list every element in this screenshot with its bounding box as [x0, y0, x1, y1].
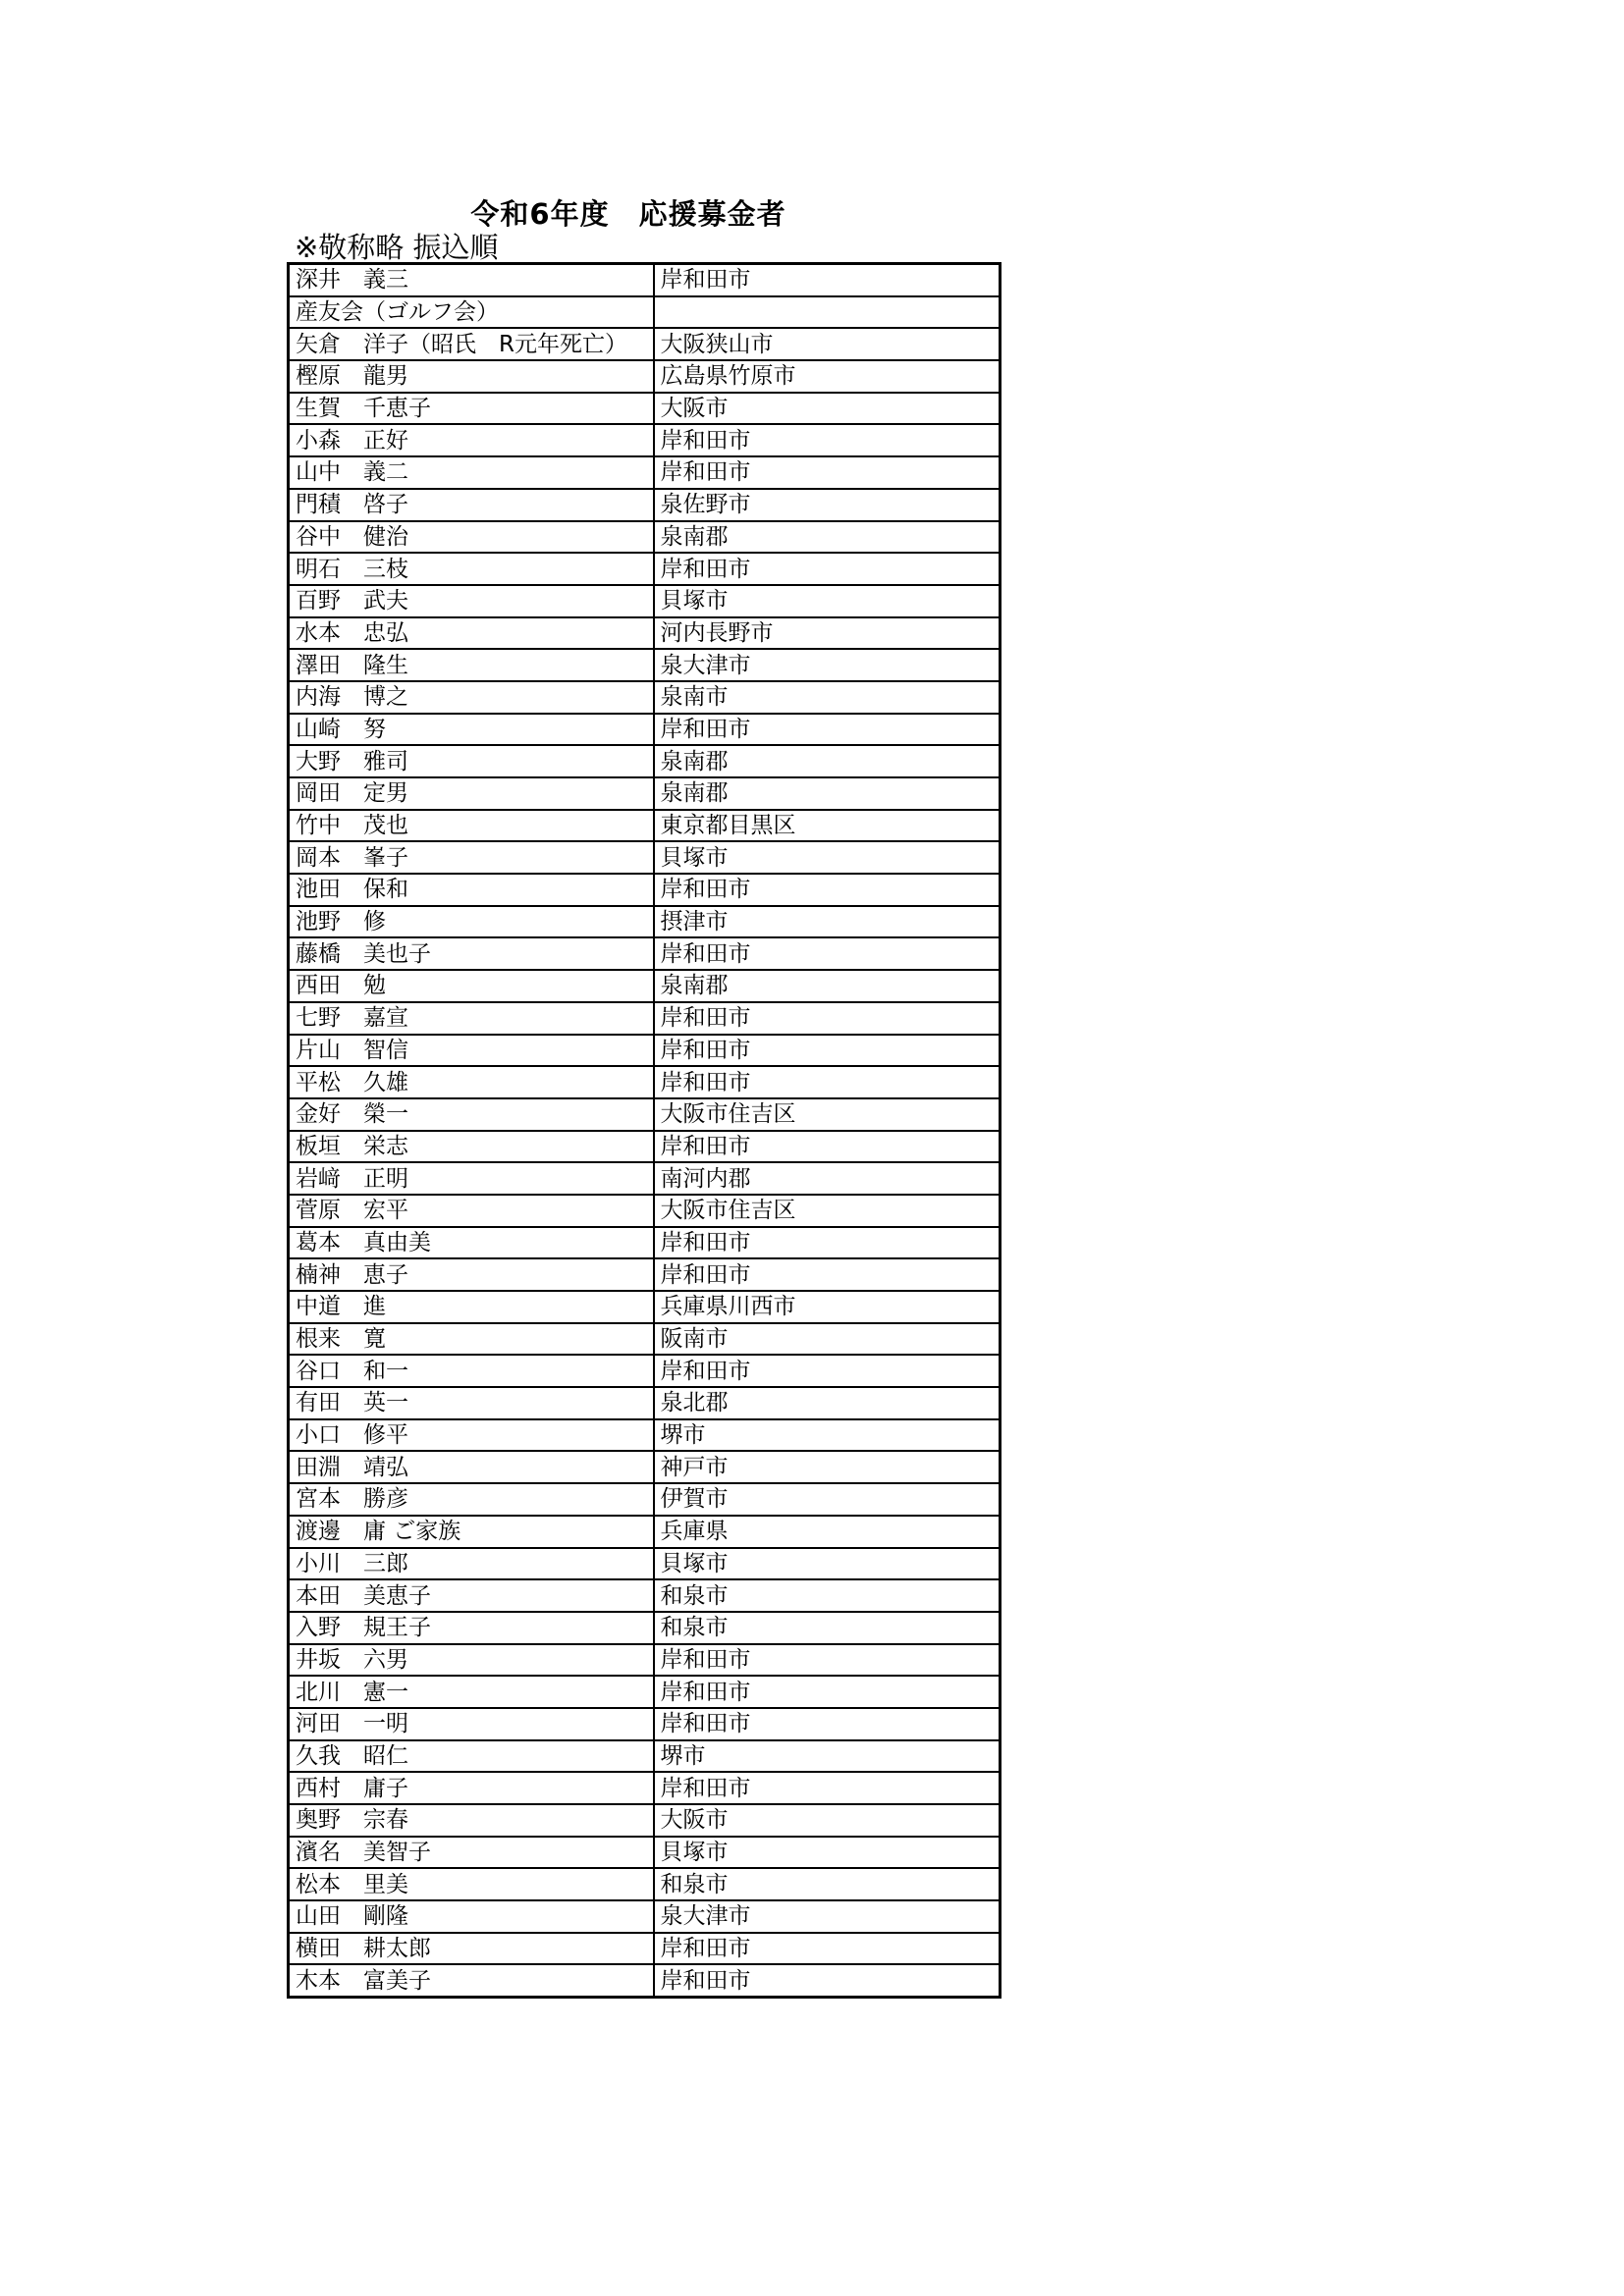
donor-name: 藤橋 美也子 — [289, 937, 654, 970]
table-row — [289, 937, 1001, 970]
donor-name: 岩﨑 正明 — [289, 1162, 654, 1195]
donor-city: 泉南郡 — [654, 777, 1001, 810]
donor-city: 岸和田市 — [654, 1002, 1001, 1035]
donor-city: 和泉市 — [654, 1868, 1001, 1900]
table-row — [289, 1258, 1001, 1291]
table-row — [289, 649, 1001, 681]
donor-city: 岸和田市 — [654, 424, 1001, 456]
table-row — [289, 841, 1001, 874]
donor-city: 大阪狭山市 — [654, 328, 1001, 360]
donor-city: 岸和田市 — [654, 1258, 1001, 1291]
donor-city: 和泉市 — [654, 1579, 1001, 1612]
donor-name: 山田 剛隆 — [289, 1900, 654, 1933]
table-row — [289, 874, 1001, 906]
table-row — [289, 489, 1001, 521]
table-row — [289, 264, 1001, 296]
donor-name: 河田 一明 — [289, 1708, 654, 1740]
table-row — [289, 1612, 1001, 1644]
donor-city: 岸和田市 — [654, 1066, 1001, 1098]
donor-name: 深井 義三 — [289, 264, 654, 296]
donor-name: 板垣 栄志 — [289, 1131, 654, 1163]
table-row — [289, 970, 1001, 1002]
table-row — [289, 1676, 1001, 1708]
donor-city: 大阪市 — [654, 1804, 1001, 1837]
table-row — [289, 1964, 1001, 1997]
donor-city: 岸和田市 — [654, 1772, 1001, 1804]
donor-city: 貝塚市 — [654, 585, 1001, 617]
donor-name: 片山 智信 — [289, 1035, 654, 1067]
table-row — [289, 1419, 1001, 1452]
donor-city: 泉北郡 — [654, 1387, 1001, 1419]
donor-city: 岸和田市 — [654, 874, 1001, 906]
donor-city: 泉大津市 — [654, 649, 1001, 681]
donor-city: 岸和田市 — [654, 553, 1001, 585]
table-row — [289, 617, 1001, 650]
table-row — [289, 553, 1001, 585]
table-row — [289, 1579, 1001, 1612]
table-row — [289, 1451, 1001, 1483]
donor-name: 内海 博之 — [289, 681, 654, 714]
table-row — [289, 810, 1001, 842]
table-row — [289, 681, 1001, 714]
donor-name: 矢倉 洋子（昭氏 R元年死亡） — [289, 328, 654, 360]
table-row — [289, 1644, 1001, 1677]
donor-city: 岸和田市 — [654, 1676, 1001, 1708]
donor-city: 泉南郡 — [654, 745, 1001, 777]
donor-name: 松本 里美 — [289, 1868, 654, 1900]
donor-city: 岸和田市 — [654, 1644, 1001, 1677]
donor-name: 岡本 峯子 — [289, 841, 654, 874]
table-row — [289, 1035, 1001, 1067]
donor-name: 奥野 宗春 — [289, 1804, 654, 1837]
donor-city: 貝塚市 — [654, 841, 1001, 874]
donor-name: 西田 勉 — [289, 970, 654, 1002]
donor-name: 澤田 隆生 — [289, 649, 654, 681]
donor-city: 南河内郡 — [654, 1162, 1001, 1195]
donor-name: 濱名 美智子 — [289, 1837, 654, 1869]
donor-name: 竹中 茂也 — [289, 810, 654, 842]
donor-name: 百野 武夫 — [289, 585, 654, 617]
donor-name: 横田 耕太郎 — [289, 1933, 654, 1965]
donor-city: 岸和田市 — [654, 1355, 1001, 1387]
donor-city: 伊賀市 — [654, 1483, 1001, 1516]
table-row — [289, 1740, 1001, 1773]
donor-city: 兵庫県川西市 — [654, 1291, 1001, 1323]
table-row — [289, 906, 1001, 938]
donor-city: 貝塚市 — [654, 1837, 1001, 1869]
donor-name: 渡邊 庸 ご家族 — [289, 1516, 654, 1548]
table-row — [289, 777, 1001, 810]
donor-name: 中道 進 — [289, 1291, 654, 1323]
donor-city: 神戸市 — [654, 1451, 1001, 1483]
donor-name: 山崎 努 — [289, 714, 654, 746]
donor-name: 門積 啓子 — [289, 489, 654, 521]
donor-name: 小口 修平 — [289, 1419, 654, 1452]
donor-name: 山中 義二 — [289, 456, 654, 489]
donor-name: 池野 修 — [289, 906, 654, 938]
donor-city: 岸和田市 — [654, 456, 1001, 489]
donor-city: 岸和田市 — [654, 937, 1001, 970]
donor-city: 岸和田市 — [654, 1035, 1001, 1067]
table-row — [289, 1708, 1001, 1740]
donor-city: 兵庫県 — [654, 1516, 1001, 1548]
table-row — [289, 1227, 1001, 1259]
donor-name: 水本 忠弘 — [289, 617, 654, 650]
donor-name: 生賀 千恵子 — [289, 393, 654, 425]
table-row — [289, 1516, 1001, 1548]
table-row — [289, 328, 1001, 360]
table-row — [289, 1933, 1001, 1965]
donor-name: 入野 規王子 — [289, 1612, 654, 1644]
donor-city: 和泉市 — [654, 1612, 1001, 1644]
donor-city: 岸和田市 — [654, 264, 1001, 296]
donor-name: 小川 三郎 — [289, 1548, 654, 1580]
table-row — [289, 360, 1001, 393]
table-row — [289, 585, 1001, 617]
donor-city: 泉南郡 — [654, 970, 1001, 1002]
donor-name: 楠神 恵子 — [289, 1258, 654, 1291]
donor-city: 泉南郡 — [654, 521, 1001, 554]
donor-name: 根来 寛 — [289, 1323, 654, 1356]
donor-city: 堺市 — [654, 1419, 1001, 1452]
donor-name: 平松 久雄 — [289, 1066, 654, 1098]
donor-city: 岸和田市 — [654, 1227, 1001, 1259]
donor-city: 岸和田市 — [654, 1964, 1001, 1997]
donor-city: 東京都目黒区 — [654, 810, 1001, 842]
table-row — [289, 1066, 1001, 1098]
table-row — [289, 1002, 1001, 1035]
table-row — [289, 1355, 1001, 1387]
donor-name: 有田 英一 — [289, 1387, 654, 1419]
donor-name: 樫原 龍男 — [289, 360, 654, 393]
donor-city: 大阪市住吉区 — [654, 1098, 1001, 1131]
donor-name: 久我 昭仁 — [289, 1740, 654, 1773]
donor-name: 産友会（ゴルフ会） — [289, 296, 654, 329]
table-row — [289, 1131, 1001, 1163]
donor-name: 明石 三枝 — [289, 553, 654, 585]
donor-name: 宮本 勝彦 — [289, 1483, 654, 1516]
table-row — [289, 393, 1001, 425]
table-row — [289, 1548, 1001, 1580]
donor-city: 岸和田市 — [654, 1131, 1001, 1163]
donor-name: 七野 嘉宣 — [289, 1002, 654, 1035]
table-row — [289, 424, 1001, 456]
donor-name: 谷中 健治 — [289, 521, 654, 554]
donor-name: 葛本 真由美 — [289, 1227, 654, 1259]
table-row — [289, 1772, 1001, 1804]
donor-city: 泉佐野市 — [654, 489, 1001, 521]
donor-table — [287, 262, 1001, 1999]
donor-name: 井坂 六男 — [289, 1644, 654, 1677]
donor-city: 大阪市住吉区 — [654, 1195, 1001, 1227]
table-row — [289, 1483, 1001, 1516]
donor-city: 河内長野市 — [654, 617, 1001, 650]
table-row — [289, 1195, 1001, 1227]
honorific-note: ※敬称略 振込順 — [295, 231, 499, 264]
donor-name: 田淵 靖弘 — [289, 1451, 654, 1483]
donor-city: 泉大津市 — [654, 1900, 1001, 1933]
donor-city: 岸和田市 — [654, 714, 1001, 746]
table-row — [289, 1098, 1001, 1131]
donor-name: 小森 正好 — [289, 424, 654, 456]
donor-city: 泉南市 — [654, 681, 1001, 714]
donor-name: 谷口 和一 — [289, 1355, 654, 1387]
donor-name: 北川 憲一 — [289, 1676, 654, 1708]
donor-city: 貝塚市 — [654, 1548, 1001, 1580]
table-row — [289, 714, 1001, 746]
donor-name: 池田 保和 — [289, 874, 654, 906]
donor-name: 菅原 宏平 — [289, 1195, 654, 1227]
donor-city: 大阪市 — [654, 393, 1001, 425]
table-row — [289, 456, 1001, 489]
donor-city: 摂津市 — [654, 906, 1001, 938]
table-row — [289, 745, 1001, 777]
table-row — [289, 1804, 1001, 1837]
donor-name: 岡田 定男 — [289, 777, 654, 810]
donor-city — [654, 296, 1001, 329]
donor-city: 岸和田市 — [654, 1933, 1001, 1965]
table-row — [289, 521, 1001, 554]
donor-name: 大野 雅司 — [289, 745, 654, 777]
table-row — [289, 1837, 1001, 1869]
table-row — [289, 1387, 1001, 1419]
page-title: 令和6年度 応援募金者 — [470, 197, 786, 231]
donor-name: 金好 榮一 — [289, 1098, 654, 1131]
donor-city: 岸和田市 — [654, 1708, 1001, 1740]
donor-name: 西村 庸子 — [289, 1772, 654, 1804]
table-row — [289, 1900, 1001, 1933]
table-row — [289, 1868, 1001, 1900]
table-row — [289, 1162, 1001, 1195]
donor-name: 本田 美恵子 — [289, 1579, 654, 1612]
table-row — [289, 296, 1001, 329]
donor-name: 木本 富美子 — [289, 1964, 654, 1997]
donor-table-body — [289, 264, 1001, 1998]
table-row — [289, 1323, 1001, 1356]
donor-city: 堺市 — [654, 1740, 1001, 1773]
donor-city: 広島県竹原市 — [654, 360, 1001, 393]
table-row — [289, 1291, 1001, 1323]
donor-city: 阪南市 — [654, 1323, 1001, 1356]
